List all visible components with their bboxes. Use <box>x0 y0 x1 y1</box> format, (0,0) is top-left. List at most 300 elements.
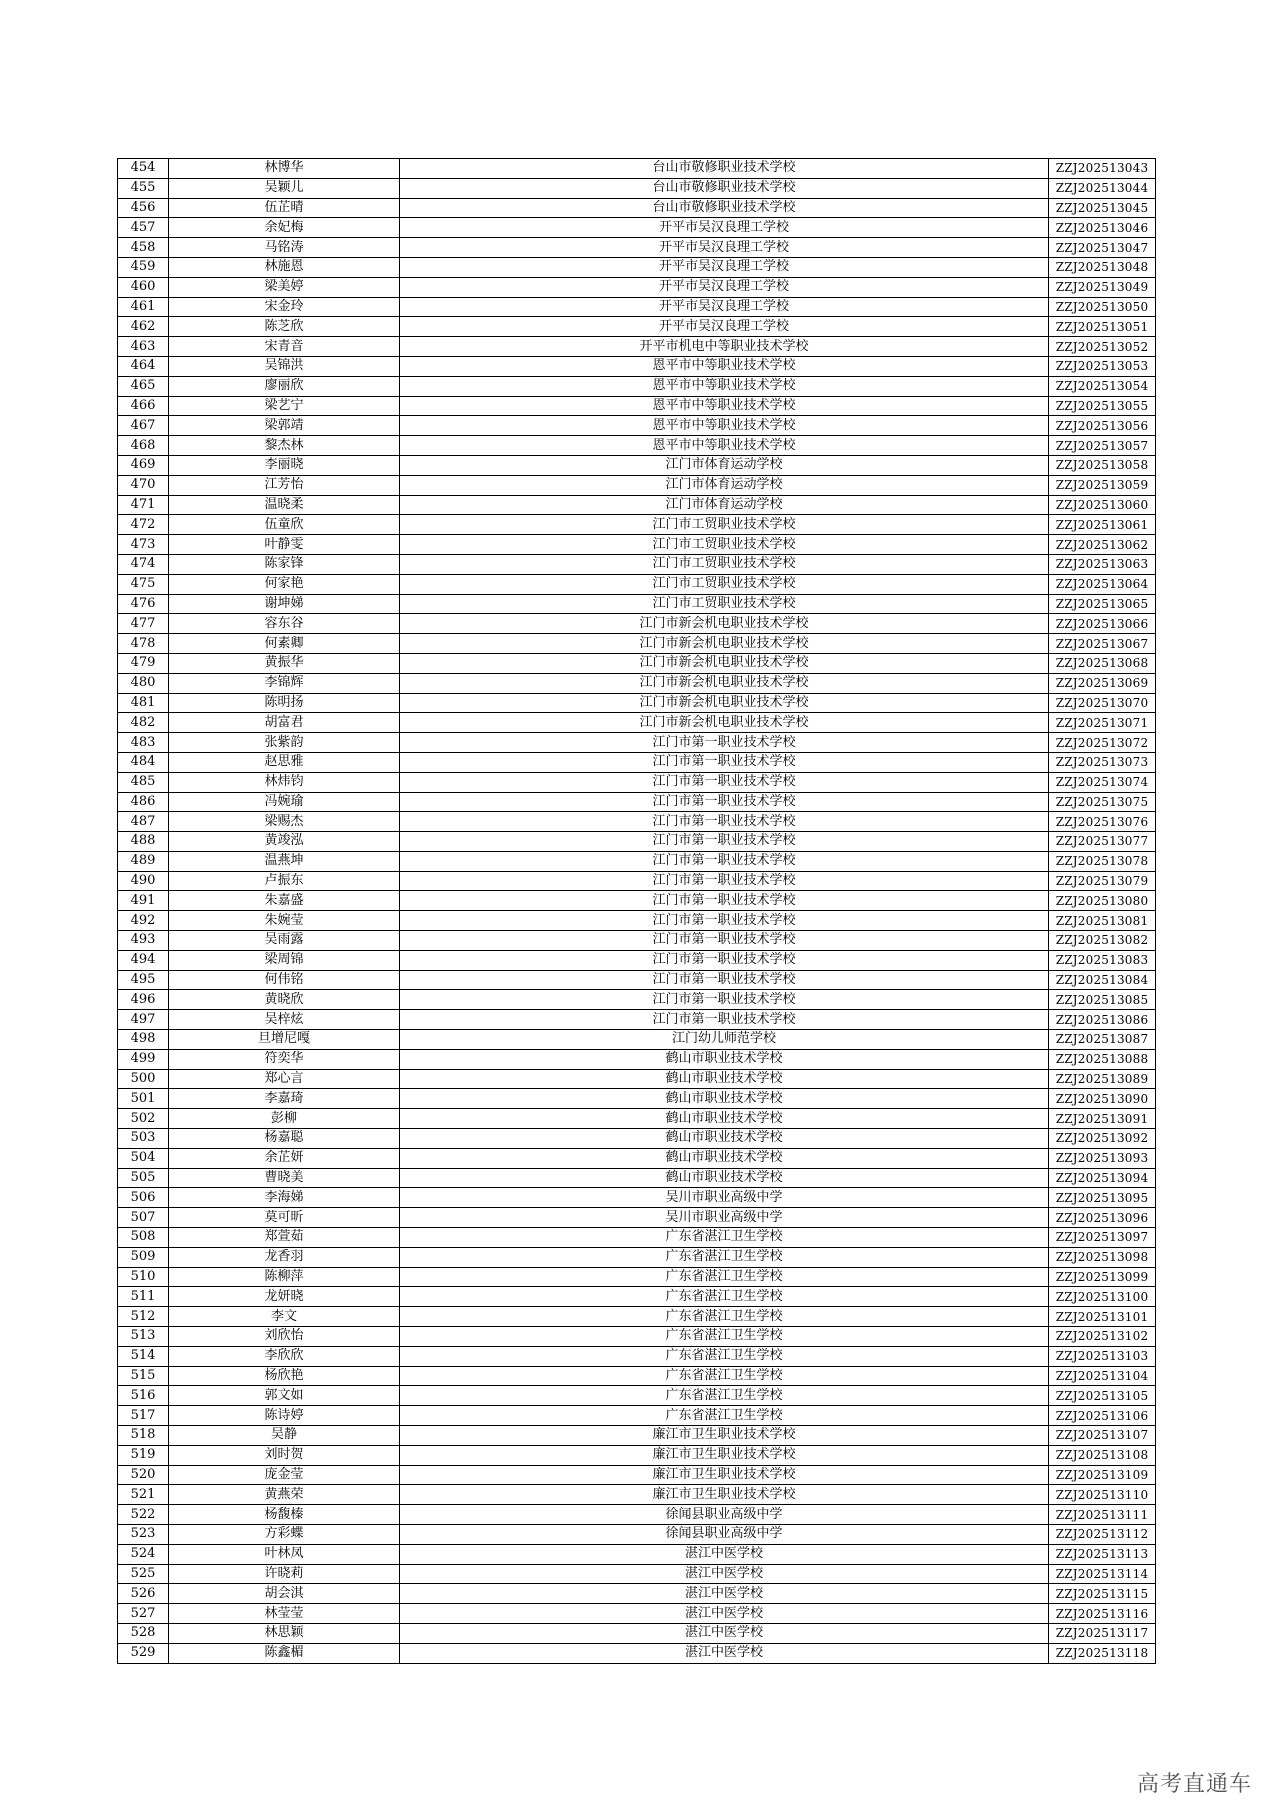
row-number: 469 <box>118 455 169 475</box>
school-name: 台山市敬修职业技术学校 <box>400 178 1049 198</box>
row-number: 485 <box>118 772 169 792</box>
certificate-id: ZZJ202513091 <box>1049 1109 1156 1129</box>
student-name: 李海娣 <box>169 1188 400 1208</box>
certificate-id: ZZJ202513064 <box>1049 574 1156 594</box>
certificate-id: ZZJ202513078 <box>1049 851 1156 871</box>
school-name: 江门市第一职业技术学校 <box>400 911 1049 931</box>
school-name: 徐闻县职业高级中学 <box>400 1505 1049 1525</box>
school-name: 湛江中医学校 <box>400 1584 1049 1604</box>
certificate-id: ZZJ202513095 <box>1049 1188 1156 1208</box>
student-name: 黄竣泓 <box>169 832 400 852</box>
school-name: 广东省湛江卫生学校 <box>400 1406 1049 1426</box>
student-name: 李丽晓 <box>169 455 400 475</box>
row-number: 486 <box>118 792 169 812</box>
table-row <box>118 159 1156 179</box>
table-row <box>118 535 1156 555</box>
table-row <box>118 297 1156 317</box>
student-name: 杨嘉聪 <box>169 1129 400 1149</box>
table-row <box>118 1129 1156 1149</box>
table-row <box>118 396 1156 416</box>
school-name: 开平市吴汉良理工学校 <box>400 317 1049 337</box>
table-row <box>118 1287 1156 1307</box>
student-name: 陈家锋 <box>169 554 400 574</box>
row-number: 516 <box>118 1386 169 1406</box>
roster-table <box>117 158 1156 1664</box>
school-name: 广东省湛江卫生学校 <box>400 1228 1049 1248</box>
row-number: 490 <box>118 871 169 891</box>
row-number: 489 <box>118 851 169 871</box>
row-number: 501 <box>118 1089 169 1109</box>
certificate-id: ZZJ202513108 <box>1049 1445 1156 1465</box>
student-name: 何家艳 <box>169 574 400 594</box>
student-name: 庞金莹 <box>169 1465 400 1485</box>
table-row <box>118 554 1156 574</box>
row-number: 468 <box>118 436 169 456</box>
table-row <box>118 436 1156 456</box>
row-number: 502 <box>118 1109 169 1129</box>
row-number: 519 <box>118 1445 169 1465</box>
student-name: 叶静雯 <box>169 535 400 555</box>
row-number: 456 <box>118 198 169 218</box>
table-row <box>118 238 1156 258</box>
row-number: 525 <box>118 1564 169 1584</box>
school-name: 广东省湛江卫生学校 <box>400 1327 1049 1347</box>
school-name: 江门市第一职业技术学校 <box>400 812 1049 832</box>
row-number: 488 <box>118 832 169 852</box>
row-number: 509 <box>118 1247 169 1267</box>
table-row <box>118 1485 1156 1505</box>
school-name: 徐闻县职业高级中学 <box>400 1524 1049 1544</box>
student-name: 黄振华 <box>169 653 400 673</box>
certificate-id: ZZJ202513049 <box>1049 277 1156 297</box>
certificate-id: ZZJ202513056 <box>1049 416 1156 436</box>
table-row <box>118 178 1156 198</box>
row-number: 523 <box>118 1524 169 1544</box>
row-number: 514 <box>118 1346 169 1366</box>
certificate-id: ZZJ202513116 <box>1049 1604 1156 1624</box>
student-name: 李锦辉 <box>169 673 400 693</box>
certificate-id: ZZJ202513071 <box>1049 713 1156 733</box>
certificate-id: ZZJ202513098 <box>1049 1247 1156 1267</box>
table-row <box>118 1623 1156 1643</box>
school-name: 江门市第一职业技术学校 <box>400 772 1049 792</box>
row-number: 499 <box>118 1049 169 1069</box>
row-number: 483 <box>118 733 169 753</box>
school-name: 江门市工贸职业技术学校 <box>400 594 1049 614</box>
student-name: 杨欣艳 <box>169 1366 400 1386</box>
student-name: 陈柳萍 <box>169 1267 400 1287</box>
student-name: 黄燕荣 <box>169 1485 400 1505</box>
certificate-id: ZZJ202513061 <box>1049 515 1156 535</box>
student-name: 吴颖儿 <box>169 178 400 198</box>
table-row <box>118 970 1156 990</box>
student-name: 梁郭靖 <box>169 416 400 436</box>
school-name: 江门市第一职业技术学校 <box>400 733 1049 753</box>
school-name: 鹤山市职业技术学校 <box>400 1069 1049 1089</box>
row-number: 462 <box>118 317 169 337</box>
school-name: 湛江中医学校 <box>400 1604 1049 1624</box>
school-name: 廉江市卫生职业技术学校 <box>400 1485 1049 1505</box>
school-name: 恩平市中等职业技术学校 <box>400 416 1049 436</box>
certificate-id: ZZJ202513052 <box>1049 337 1156 357</box>
row-number: 498 <box>118 1030 169 1050</box>
row-number: 455 <box>118 178 169 198</box>
table-row <box>118 733 1156 753</box>
student-name: 黄晓欣 <box>169 990 400 1010</box>
school-name: 吴川市职业高级中学 <box>400 1188 1049 1208</box>
row-number: 517 <box>118 1406 169 1426</box>
student-name: 卢振东 <box>169 871 400 891</box>
certificate-id: ZZJ202513087 <box>1049 1030 1156 1050</box>
row-number: 471 <box>118 495 169 515</box>
certificate-id: ZZJ202513046 <box>1049 218 1156 238</box>
certificate-id: ZZJ202513058 <box>1049 455 1156 475</box>
table-row <box>118 891 1156 911</box>
certificate-id: ZZJ202513110 <box>1049 1485 1156 1505</box>
student-name: 黎杰林 <box>169 436 400 456</box>
student-name: 张紫韵 <box>169 733 400 753</box>
school-name: 江门幼儿师范学校 <box>400 1030 1049 1050</box>
certificate-id: ZZJ202513083 <box>1049 950 1156 970</box>
certificate-id: ZZJ202513093 <box>1049 1148 1156 1168</box>
student-name: 温晓柔 <box>169 495 400 515</box>
table-row <box>118 1109 1156 1129</box>
table-row <box>118 317 1156 337</box>
table-row <box>118 1346 1156 1366</box>
table-row <box>118 1089 1156 1109</box>
school-name: 广东省湛江卫生学校 <box>400 1366 1049 1386</box>
certificate-id: ZZJ202513118 <box>1049 1643 1156 1663</box>
certificate-id: ZZJ202513106 <box>1049 1406 1156 1426</box>
row-number: 524 <box>118 1544 169 1564</box>
student-name: 梁美婷 <box>169 277 400 297</box>
school-name: 台山市敬修职业技术学校 <box>400 198 1049 218</box>
student-name: 龙香羽 <box>169 1247 400 1267</box>
school-name: 湛江中医学校 <box>400 1643 1049 1663</box>
table-row <box>118 1247 1156 1267</box>
school-name: 开平市吴汉良理工学校 <box>400 277 1049 297</box>
student-name: 梁赐杰 <box>169 812 400 832</box>
student-name: 郑萱茹 <box>169 1228 400 1248</box>
table-row <box>118 931 1156 951</box>
student-name: 江芳怡 <box>169 475 400 495</box>
school-name: 江门市体育运动学校 <box>400 495 1049 515</box>
certificate-id: ZZJ202513060 <box>1049 495 1156 515</box>
table-row <box>118 1208 1156 1228</box>
certificate-id: ZZJ202513074 <box>1049 772 1156 792</box>
certificate-id: ZZJ202513112 <box>1049 1524 1156 1544</box>
table-row <box>118 673 1156 693</box>
certificate-id: ZZJ202513096 <box>1049 1208 1156 1228</box>
table-row <box>118 1386 1156 1406</box>
student-name: 林思颖 <box>169 1623 400 1643</box>
student-name: 余妃梅 <box>169 218 400 238</box>
school-name: 江门市第一职业技术学校 <box>400 792 1049 812</box>
student-name: 宋金玲 <box>169 297 400 317</box>
certificate-id: ZZJ202513068 <box>1049 653 1156 673</box>
certificate-id: ZZJ202513088 <box>1049 1049 1156 1069</box>
certificate-id: ZZJ202513115 <box>1049 1584 1156 1604</box>
school-name: 江门市工贸职业技术学校 <box>400 554 1049 574</box>
student-name: 杨馥榛 <box>169 1505 400 1525</box>
row-number: 474 <box>118 554 169 574</box>
student-name: 马铭涛 <box>169 238 400 258</box>
student-name: 宋青音 <box>169 337 400 357</box>
school-name: 廉江市卫生职业技术学校 <box>400 1465 1049 1485</box>
certificate-id: ZZJ202513109 <box>1049 1465 1156 1485</box>
certificate-id: ZZJ202513103 <box>1049 1346 1156 1366</box>
row-number: 467 <box>118 416 169 436</box>
certificate-id: ZZJ202513065 <box>1049 594 1156 614</box>
school-name: 江门市新会机电职业技术学校 <box>400 673 1049 693</box>
certificate-id: ZZJ202513059 <box>1049 475 1156 495</box>
school-name: 湛江中医学校 <box>400 1564 1049 1584</box>
certificate-id: ZZJ202513085 <box>1049 990 1156 1010</box>
certificate-id: ZZJ202513048 <box>1049 257 1156 277</box>
student-name: 伍芷晴 <box>169 198 400 218</box>
certificate-id: ZZJ202513114 <box>1049 1564 1156 1584</box>
school-name: 开平市吴汉良理工学校 <box>400 257 1049 277</box>
school-name: 广东省湛江卫生学校 <box>400 1386 1049 1406</box>
certificate-id: ZZJ202513117 <box>1049 1623 1156 1643</box>
certificate-id: ZZJ202513107 <box>1049 1426 1156 1446</box>
table-row <box>118 1564 1156 1584</box>
certificate-id: ZZJ202513101 <box>1049 1307 1156 1327</box>
student-name: 林莹莹 <box>169 1604 400 1624</box>
student-name: 方彩蝶 <box>169 1524 400 1544</box>
table-row <box>118 1604 1156 1624</box>
row-number: 510 <box>118 1267 169 1287</box>
certificate-id: ZZJ202513073 <box>1049 752 1156 772</box>
row-number: 457 <box>118 218 169 238</box>
school-name: 鹤山市职业技术学校 <box>400 1168 1049 1188</box>
table-row <box>118 594 1156 614</box>
student-name: 旦增尼嘎 <box>169 1030 400 1050</box>
student-name: 何伟铭 <box>169 970 400 990</box>
school-name: 湛江中医学校 <box>400 1623 1049 1643</box>
school-name: 吴川市职业高级中学 <box>400 1208 1049 1228</box>
certificate-id: ZZJ202513055 <box>1049 396 1156 416</box>
row-number: 484 <box>118 752 169 772</box>
student-name: 吴静 <box>169 1426 400 1446</box>
student-name: 李嘉琦 <box>169 1089 400 1109</box>
table-row <box>118 1643 1156 1663</box>
row-number: 506 <box>118 1188 169 1208</box>
certificate-id: ZZJ202513105 <box>1049 1386 1156 1406</box>
school-name: 鹤山市职业技术学校 <box>400 1049 1049 1069</box>
row-number: 475 <box>118 574 169 594</box>
student-name: 胡富君 <box>169 713 400 733</box>
certificate-id: ZZJ202513075 <box>1049 792 1156 812</box>
table-row <box>118 851 1156 871</box>
certificate-id: ZZJ202513102 <box>1049 1327 1156 1347</box>
certificate-id: ZZJ202513086 <box>1049 1010 1156 1030</box>
table-row <box>118 1584 1156 1604</box>
school-name: 江门市新会机电职业技术学校 <box>400 614 1049 634</box>
row-number: 454 <box>118 159 169 179</box>
row-number: 515 <box>118 1366 169 1386</box>
table-row <box>118 1010 1156 1030</box>
school-name: 恩平市中等职业技术学校 <box>400 376 1049 396</box>
table-row <box>118 812 1156 832</box>
table-row <box>118 1327 1156 1347</box>
school-name: 广东省湛江卫生学校 <box>400 1247 1049 1267</box>
row-number: 527 <box>118 1604 169 1624</box>
table-row <box>118 198 1156 218</box>
certificate-id: ZZJ202513051 <box>1049 317 1156 337</box>
school-name: 江门市第一职业技术学校 <box>400 891 1049 911</box>
student-name: 赵思雅 <box>169 752 400 772</box>
row-number: 473 <box>118 535 169 555</box>
school-name: 江门市工贸职业技术学校 <box>400 535 1049 555</box>
certificate-id: ZZJ202513113 <box>1049 1544 1156 1564</box>
row-number: 461 <box>118 297 169 317</box>
certificate-id: ZZJ202513090 <box>1049 1089 1156 1109</box>
school-name: 开平市吴汉良理工学校 <box>400 218 1049 238</box>
row-number: 529 <box>118 1643 169 1663</box>
certificate-id: ZZJ202513081 <box>1049 911 1156 931</box>
row-number: 493 <box>118 931 169 951</box>
student-name: 符奕华 <box>169 1049 400 1069</box>
table-row <box>118 634 1156 654</box>
table-row <box>118 871 1156 891</box>
table-row <box>118 1049 1156 1069</box>
school-name: 江门市第一职业技术学校 <box>400 851 1049 871</box>
table-row <box>118 1148 1156 1168</box>
student-name: 冯婉瑜 <box>169 792 400 812</box>
student-name: 陈明扬 <box>169 693 400 713</box>
row-number: 494 <box>118 950 169 970</box>
table-row <box>118 515 1156 535</box>
row-number: 459 <box>118 257 169 277</box>
school-name: 廉江市卫生职业技术学校 <box>400 1445 1049 1465</box>
student-name: 叶林凤 <box>169 1544 400 1564</box>
row-number: 470 <box>118 475 169 495</box>
student-name: 何素卿 <box>169 634 400 654</box>
student-name: 龙妍晓 <box>169 1287 400 1307</box>
row-number: 466 <box>118 396 169 416</box>
student-name: 莫可昕 <box>169 1208 400 1228</box>
table-row <box>118 574 1156 594</box>
student-name: 林博华 <box>169 159 400 179</box>
table-row <box>118 772 1156 792</box>
table-row <box>118 752 1156 772</box>
school-name: 广东省湛江卫生学校 <box>400 1346 1049 1366</box>
row-number: 507 <box>118 1208 169 1228</box>
row-number: 472 <box>118 515 169 535</box>
school-name: 江门市新会机电职业技术学校 <box>400 713 1049 733</box>
school-name: 江门市第一职业技术学校 <box>400 752 1049 772</box>
certificate-id: ZZJ202513080 <box>1049 891 1156 911</box>
table-row <box>118 257 1156 277</box>
certificate-id: ZZJ202513067 <box>1049 634 1156 654</box>
certificate-id: ZZJ202513082 <box>1049 931 1156 951</box>
student-name: 梁艺宁 <box>169 396 400 416</box>
watermark-text: 高考直通车 <box>1136 1772 1252 1797</box>
school-name: 江门市第一职业技术学校 <box>400 931 1049 951</box>
table-row <box>118 911 1156 931</box>
certificate-id: ZZJ202513050 <box>1049 297 1156 317</box>
row-number: 458 <box>118 238 169 258</box>
table-row <box>118 990 1156 1010</box>
student-name: 郑心言 <box>169 1069 400 1089</box>
certificate-id: ZZJ202513104 <box>1049 1366 1156 1386</box>
student-name: 谢坤娣 <box>169 594 400 614</box>
certificate-id: ZZJ202513044 <box>1049 178 1156 198</box>
row-number: 528 <box>118 1623 169 1643</box>
table-row <box>118 614 1156 634</box>
certificate-id: ZZJ202513043 <box>1049 159 1156 179</box>
table-row <box>118 1168 1156 1188</box>
table-row <box>118 832 1156 852</box>
row-number: 480 <box>118 673 169 693</box>
row-number: 492 <box>118 911 169 931</box>
school-name: 鹤山市职业技术学校 <box>400 1109 1049 1129</box>
table-row <box>118 1426 1156 1446</box>
certificate-id: ZZJ202513057 <box>1049 436 1156 456</box>
row-number: 476 <box>118 594 169 614</box>
student-name: 伍童欣 <box>169 515 400 535</box>
certificate-id: ZZJ202513047 <box>1049 238 1156 258</box>
certificate-id: ZZJ202513079 <box>1049 871 1156 891</box>
row-number: 478 <box>118 634 169 654</box>
certificate-id: ZZJ202513072 <box>1049 733 1156 753</box>
student-name: 刘时贺 <box>169 1445 400 1465</box>
certificate-id: ZZJ202513092 <box>1049 1129 1156 1149</box>
school-name: 广东省湛江卫生学校 <box>400 1307 1049 1327</box>
student-name: 李欣欣 <box>169 1346 400 1366</box>
row-number: 481 <box>118 693 169 713</box>
school-name: 恩平市中等职业技术学校 <box>400 436 1049 456</box>
row-number: 460 <box>118 277 169 297</box>
student-name: 吴锦洪 <box>169 356 400 376</box>
table-row <box>118 337 1156 357</box>
row-number: 504 <box>118 1148 169 1168</box>
table-row <box>118 1030 1156 1050</box>
school-name: 江门市工贸职业技术学校 <box>400 574 1049 594</box>
school-name: 湛江中医学校 <box>400 1544 1049 1564</box>
school-name: 江门市第一职业技术学校 <box>400 990 1049 1010</box>
table-row <box>118 1544 1156 1564</box>
table-row <box>118 653 1156 673</box>
certificate-id: ZZJ202513069 <box>1049 673 1156 693</box>
student-name: 廖丽欣 <box>169 376 400 396</box>
table-row <box>118 376 1156 396</box>
row-number: 526 <box>118 1584 169 1604</box>
school-name: 江门市第一职业技术学校 <box>400 1010 1049 1030</box>
certificate-id: ZZJ202513100 <box>1049 1287 1156 1307</box>
row-number: 512 <box>118 1307 169 1327</box>
student-name: 彭柳 <box>169 1109 400 1129</box>
row-number: 522 <box>118 1505 169 1525</box>
table-row <box>118 792 1156 812</box>
certificate-id: ZZJ202513094 <box>1049 1168 1156 1188</box>
certificate-id: ZZJ202513089 <box>1049 1069 1156 1089</box>
student-name: 陈诗婷 <box>169 1406 400 1426</box>
row-number: 505 <box>118 1168 169 1188</box>
student-name: 林施恩 <box>169 257 400 277</box>
school-name: 江门市第一职业技术学校 <box>400 970 1049 990</box>
certificate-id: ZZJ202513063 <box>1049 554 1156 574</box>
student-name: 朱嘉盛 <box>169 891 400 911</box>
row-number: 491 <box>118 891 169 911</box>
school-name: 江门市新会机电职业技术学校 <box>400 634 1049 654</box>
row-number: 508 <box>118 1228 169 1248</box>
table-row <box>118 1069 1156 1089</box>
certificate-id: ZZJ202513053 <box>1049 356 1156 376</box>
certificate-id: ZZJ202513099 <box>1049 1267 1156 1287</box>
student-name: 余芷妍 <box>169 1148 400 1168</box>
